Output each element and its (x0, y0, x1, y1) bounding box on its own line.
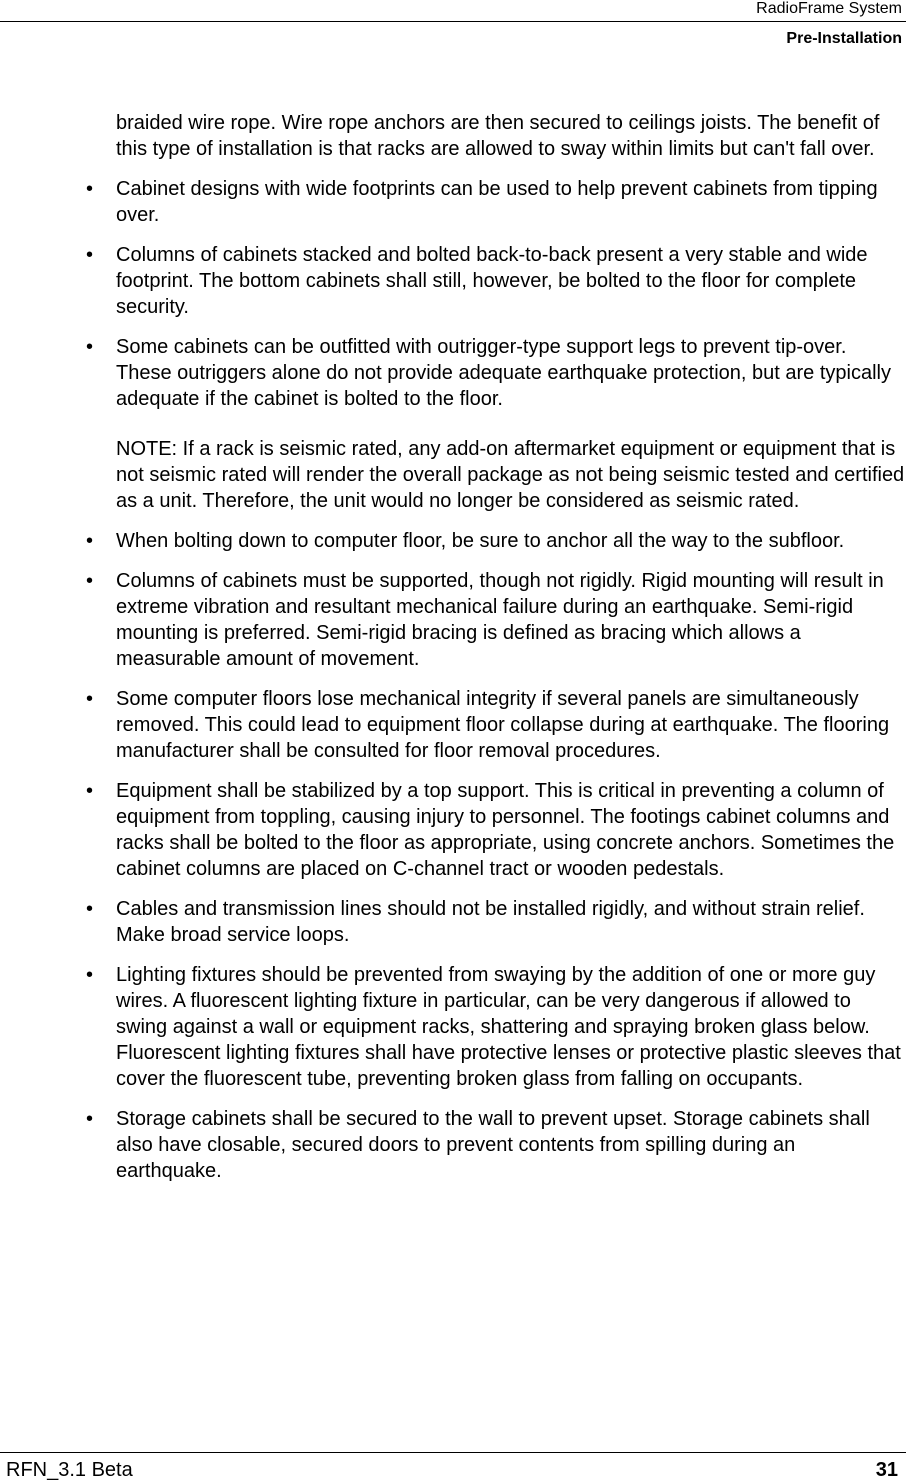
header-section: Pre-Installation (786, 30, 902, 47)
list-item-text: Cables and transmission lines should not be installed rigidly, and without strain relief. Make broad service loops. (116, 898, 865, 946)
bullet-mark: • (86, 688, 94, 710)
header-divider (0, 21, 906, 22)
bullet-mark: • (86, 336, 94, 358)
list-item (86, 334, 906, 412)
page-body (86, 110, 906, 1184)
page-number: 31 (875, 1459, 898, 1481)
list-item-text: Some cabinets can be outfitted with outrigger-type support legs to prevent tip-over. These outriggers alone do not provide adequate earthquake protection, but are typically adequate if the cabinet is bolted to the floor. (116, 336, 891, 410)
bullet-mark: • (86, 964, 94, 986)
list-item (86, 242, 906, 320)
list-item-text: Cabinet designs with wide footprints can be used to help prevent cabinets from tipping over. (116, 178, 878, 226)
bullet-mark: • (86, 244, 94, 266)
list-item (86, 528, 906, 554)
list-item-text: Storage cabinets shall be secured to the wall to prevent upset. Storage cabinets shall also have closable, secured doors to prevent contents from spilling during an earthquake. (116, 1108, 870, 1182)
bullet-mark: • (86, 780, 94, 802)
list-item-text: Some computer floors lose mechanical integrity if several panels are simultaneously removed. This could lead to equipment floor collapse during at earthquake. The flooring manufacturer shall be consulted for floor removal procedures. (116, 688, 890, 762)
list-item (86, 1106, 906, 1184)
bullet-mark: • (86, 530, 94, 552)
header-title: RadioFrame System (756, 0, 902, 17)
list-item-text: Lighting fixtures should be prevented from swaying by the addition of one or more guy wires. A fluorescent lighting fixture in particular, can be very dangerous if allowed to swing against a wall or equipment racks, shattering and spraying broken glass below. Fluorescent lighting fixtures shall have protective lenses or protective plastic sleeves that cover the fluorescent tube, preventing broken glass from falling on occupants. (116, 964, 901, 1090)
note-paragraph: NOTE: If a rack is seismic rated, any add-on aftermarket equipment or equipment that is not seismic rated will render the overall package as not being seismic tested and certified as a unit. Therefore, the unit would no longer be considered as seismic rated. (116, 438, 905, 512)
footer-divider (0, 1452, 906, 1453)
bullet-mark: • (86, 898, 94, 920)
list-item-text: Columns of cabinets stacked and bolted back-to-back present a very stable and wide footprint. The bottom cabinets shall still, however, be bolted to the floor for complete security. (116, 244, 868, 318)
list-item (86, 962, 906, 1092)
bullet-mark: • (86, 570, 94, 592)
list-item-text: Columns of cabinets must be supported, though not rigidly. Rigid mounting will result in extreme vibration and resultant mechanical failure during an earthquake. Semi-rigid mounting is preferred. Semi-rigid bracing is defined as bracing which allows a measurable amount of movement. (116, 570, 884, 670)
footer-doc-id: RFN_3.1 Beta (6, 1459, 133, 1481)
intro-paragraph: braided wire rope. Wire rope anchors are then secured to ceilings joists. The benefit of this type of installation is that racks are allowed to sway within limits but can't fall over. (116, 112, 880, 160)
list-item-text: Equipment shall be stabilized by a top support. This is critical in preventing a column of equipment from toppling, causing injury to personnel. The footings cabinet columns and racks shall be bolted to the floor as appropriate, using concrete anchors. Sometimes the cabinet columns are placed on C-channel tract or wooden pedestals. (116, 780, 895, 880)
list-item (86, 686, 906, 764)
list-item (86, 896, 906, 948)
bullet-mark: • (86, 178, 94, 200)
list-item (86, 568, 906, 672)
list-item-text: When bolting down to computer floor, be sure to anchor all the way to the subfloor. (116, 530, 845, 552)
list-item (86, 176, 906, 228)
list-item (86, 778, 906, 882)
bullet-mark: • (86, 1108, 94, 1130)
